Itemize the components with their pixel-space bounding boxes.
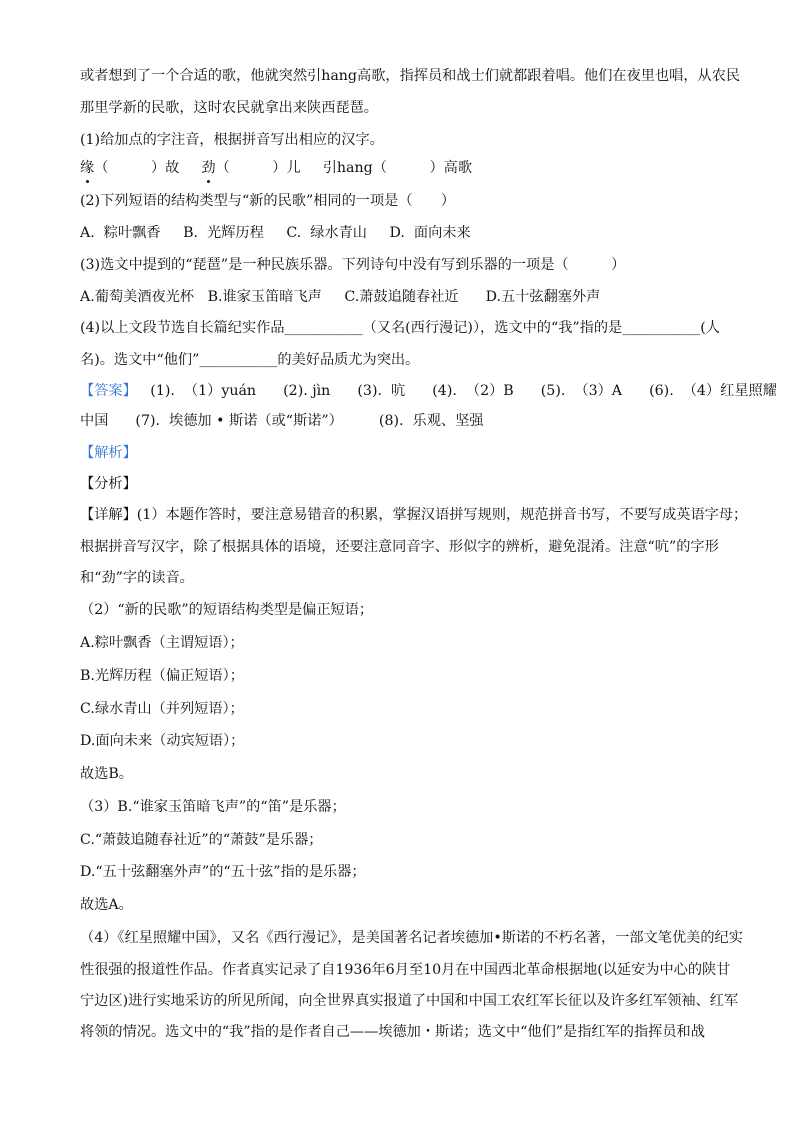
dotted-char-jin: 劲: [201, 160, 216, 176]
q2-analysis-line: （2）“新的民歌”的短语结构类型是偏正短语；: [80, 602, 374, 618]
detail-line-2: 根据拼音写汉字，除了根据具体的语境，还要注意同音字、形似字的辨析，避免混淆。注意“吭”的字形: [80, 539, 719, 555]
q1-item1-tail: （ ）故: [94, 160, 180, 176]
q2-analysis-line: D.面向未来（动宾短语）；: [80, 733, 245, 749]
question-4-line-1: (4)以上文段节选自长篇纪实作品___________（又名(西行漫记)），选文中的“我”指的是___________(人: [80, 320, 720, 336]
answer-text-1: (1). （1）yuán (2). jìn (3). 吭 (4). （2）B (5). （3）A (6). （4）红星照耀: [150, 383, 777, 399]
q3-analysis-line: （3）B.“谁家玉笛暗飞声”的“笛”是乐器；: [80, 799, 346, 815]
q1-item3: 引hang（ ）高歌: [322, 160, 473, 176]
detail-label: 【详解】: [80, 507, 137, 523]
question-2-options: A. 粽叶飘香 B. 光辉历程 C. 绿水青山 D. 面向未来: [80, 225, 471, 241]
q4-analysis-line: 将领的情况。选文中的“我”指的是作者自己——埃德加・斯诺；选文中“他们”是指红军的指挥员和战: [80, 1024, 705, 1040]
q3-analysis-line: C.“萧鼓追随春社近”的“萧鼓”是乐器；: [80, 832, 323, 848]
detail-line-1: [80, 505, 748, 525]
q2-analysis-line: A.粽叶飘香（主谓短语）；: [80, 635, 244, 651]
detail-text-1: (1）本题作答时，要注意易错音的积累，掌握汉语拼写规则，规范拼音书写，不要写成英语字母；: [136, 507, 748, 523]
question-4-line-2: 名)。选文中“他们”___________的美好品质尤为突出。: [80, 352, 420, 368]
passage-line-1: 或者想到了一个合适的歌，他就突然引hang高歌，指挥员和战士们就都跟着唱。他们在夜里也唱，从农民: [80, 68, 741, 84]
q1-item2-tail: （ ）儿: [215, 160, 301, 176]
question-2-prompt: (2)下列短语的结构类型与“新的民歌”相同的一项是（ ）: [80, 193, 456, 209]
q2-analysis-line: 故选B。: [80, 766, 133, 782]
analysis-label: 【解析】: [80, 445, 137, 461]
question-3-prompt: (3)选文中提到的“琵琶”是一种民族乐器。下列诗句中没有写到乐器的一项是（ ）: [80, 257, 626, 273]
q3-analysis-line: 故选A。: [80, 897, 133, 913]
detail-line-3: 和“劲”字的读音。: [80, 570, 194, 586]
answer-line-2: 中国 (7). 埃德加 • 斯诺（或“斯诺”） (8). 乐观、坚强: [80, 413, 484, 429]
answer-line-1: [80, 381, 777, 401]
q4-analysis-line: 宁边区)进行实地采访的所见所闻，向全世界真实报道了中国和中国工农红军长征以及许多红军领袖、红军: [80, 993, 739, 1009]
q4-analysis-line: （4）《红星照耀中国》，又名《西行漫记》，是美国著名记者埃德加•斯诺的不朽名著，一部文笔优美的纪实: [80, 930, 743, 946]
question-1-items: [80, 158, 723, 178]
q2-analysis-line: B.光辉历程（偏正短语）；: [80, 668, 244, 684]
q3-analysis-line: D.“五十弦翻塞外声”的“五十弦”指的是乐器；: [80, 864, 366, 880]
question-1-prompt: (1)给加点的字注音，根据拼音写出相应的汉字。: [80, 132, 384, 148]
fenxi-label: 【分析】: [80, 476, 137, 492]
q4-analysis-line: 性很强的报道性作品。作者真实记录了自1936年6月至10月在中国西北革命根据地(以延安为中心的陕甘: [80, 962, 731, 978]
question-3-options: A.葡萄美酒夜光杯 B.谁家玉笛暗飞声 C.萧鼓追随春社近 D.五十弦翻塞外声: [80, 289, 601, 305]
dotted-char-yuan: 缘: [80, 160, 95, 176]
q2-analysis-line: C.绿水青山（并列短语）；: [80, 701, 244, 717]
passage-line-2: 那里学新的民歌，这时农民就拿出来陕西琵琶。: [80, 100, 378, 116]
answer-label: 【答案】: [80, 383, 137, 399]
